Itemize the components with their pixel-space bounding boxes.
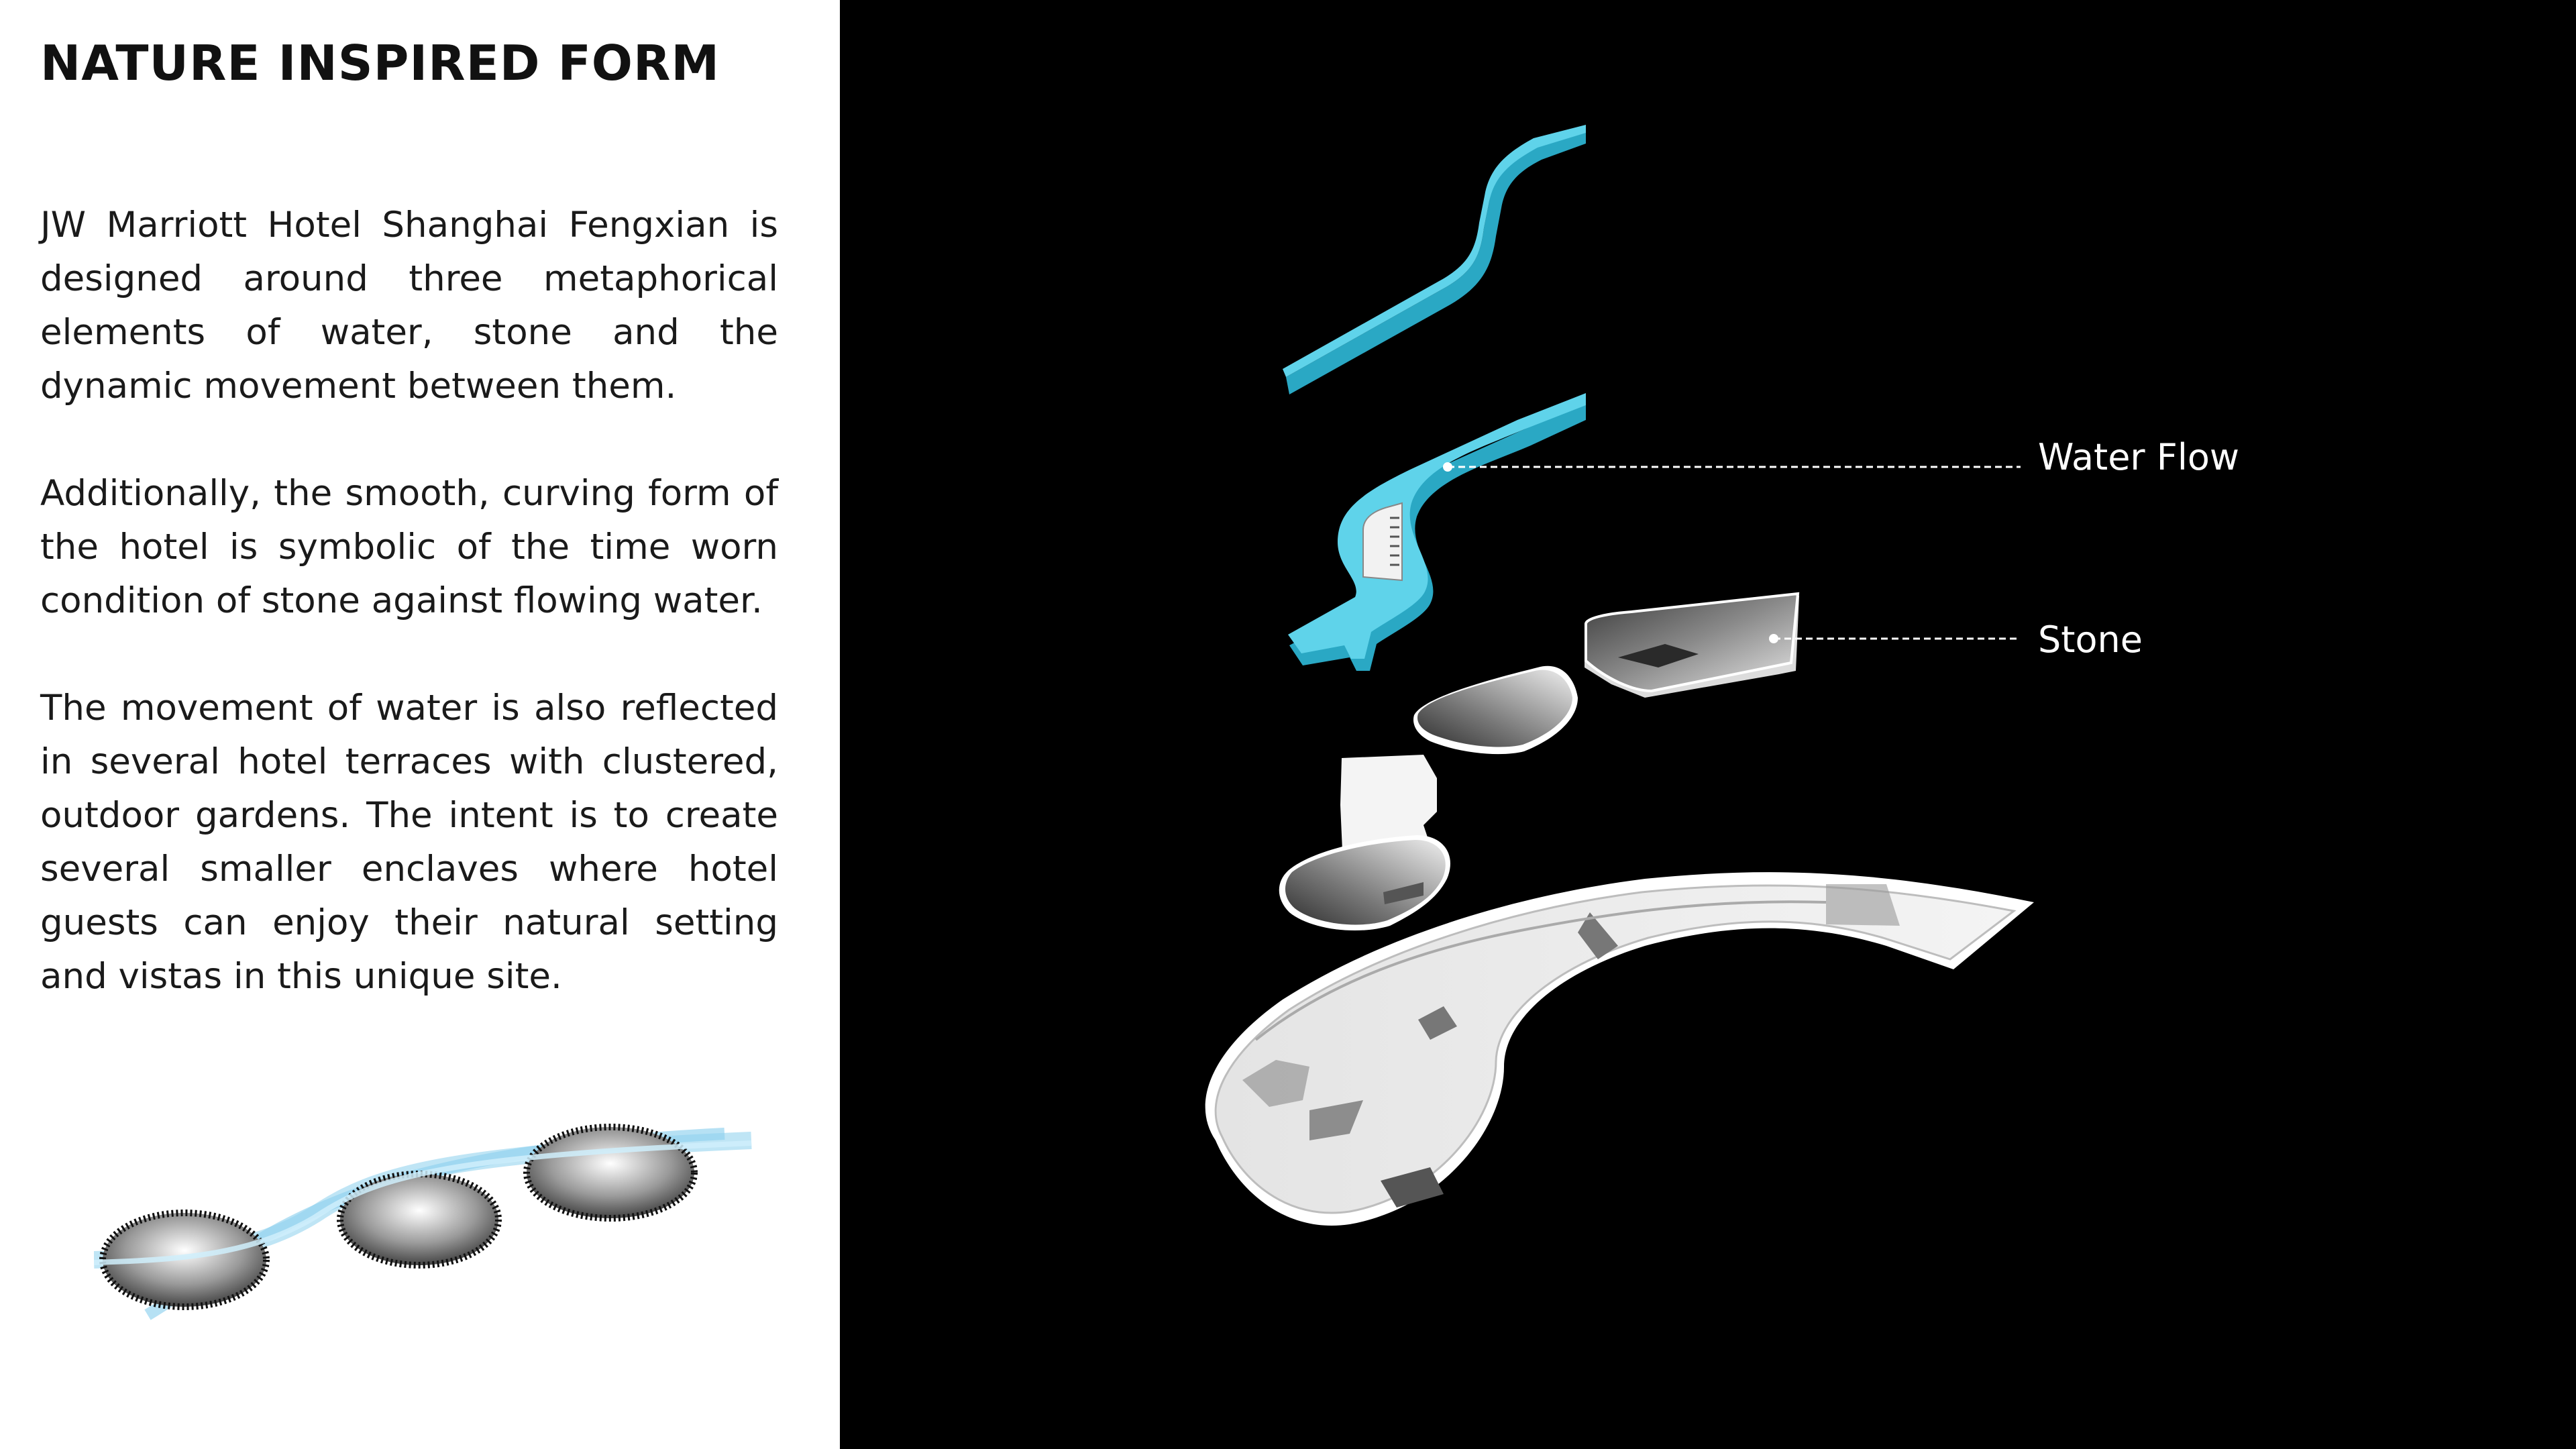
stone-piece-2 [1413,666,1578,754]
exploded-massing-diagram [840,0,2576,1449]
sketch-stone-3 [527,1127,694,1218]
page-title: NATURE INSPIRED FORM [40,35,720,91]
stone-label: Stone [2038,619,2143,661]
paragraph-terraces: The movement of water is also reflected in several hotel terraces with clustered, outdoor gardens. The intent is to create several smaller enclaves where hotel guests can enjoy their natural setting and vistas in this unique site. [40,688,778,997]
water-ribbon-mid [1288,393,1586,671]
water-stone-sketch [94,1114,778,1342]
paragraph-form: Additionally, the smooth, curving form of the hotel is symbolic of the time worn condition of stone against flowing water. [40,473,778,621]
sketch-stone-2 [340,1174,498,1265]
text-panel [0,0,840,1449]
stone-piece-1 [1585,594,1799,698]
diagram-panel [840,0,2576,1449]
water-ribbon-top [1283,125,1586,394]
stone-piece-3 [1279,835,1450,930]
paragraph-intro: JW Marriott Hotel Shanghai Fengxian is designed around three metaphorical elements of water, stone and the dynamic movement between them. [40,205,778,407]
water-flow-label: Water Flow [2038,436,2240,478]
